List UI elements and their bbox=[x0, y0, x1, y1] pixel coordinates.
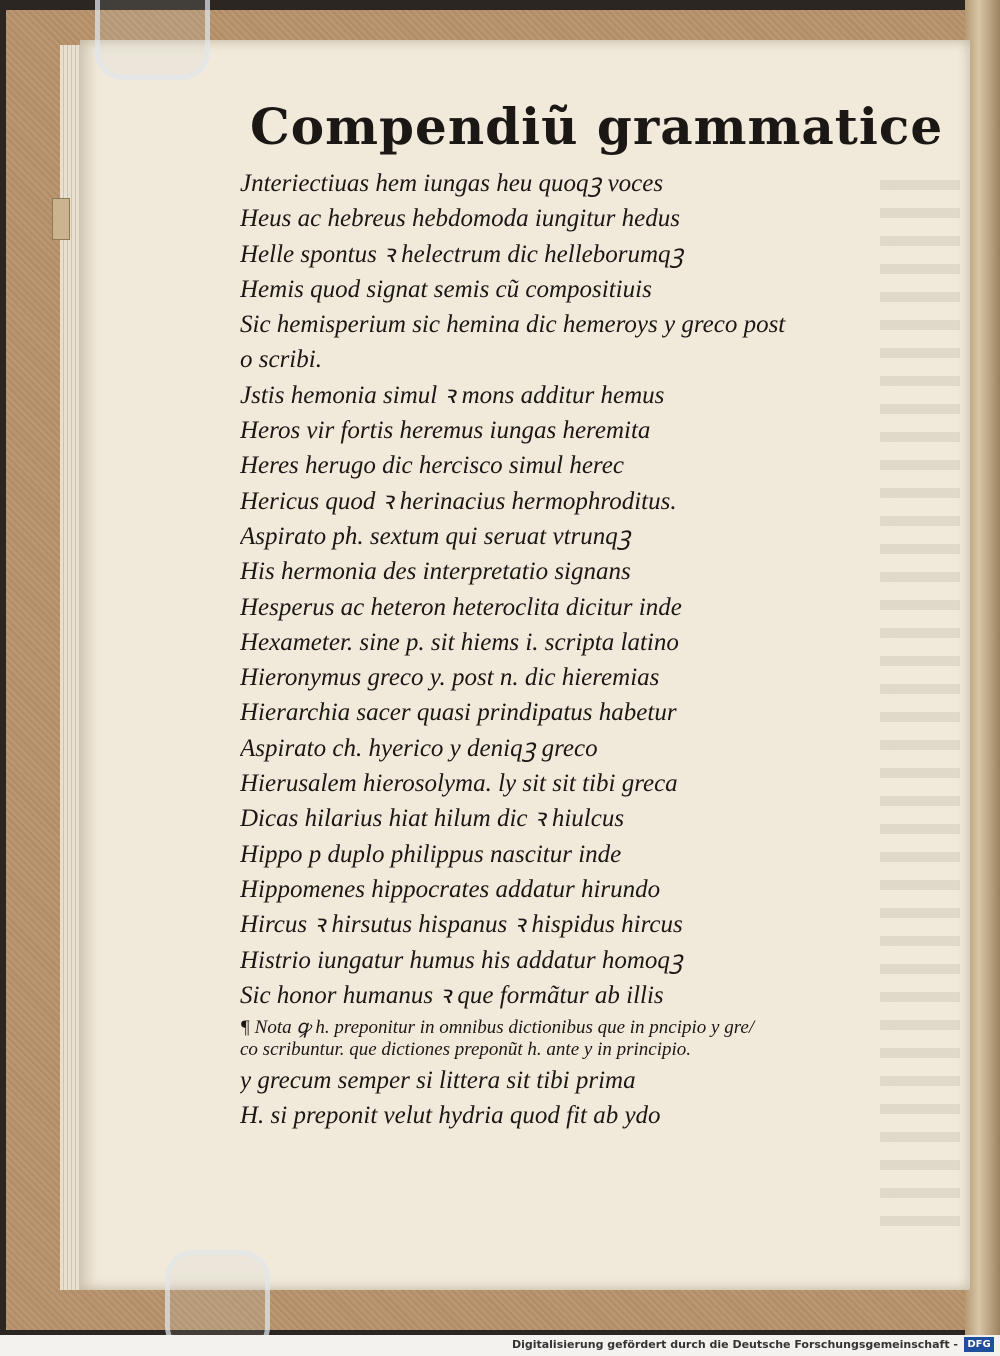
text-line: Jnteriectiuas hem iungas heu quoqꝫ voces bbox=[240, 170, 664, 197]
text-line: Jstis hemonia simul ꝛ mons additur hemus bbox=[240, 381, 665, 409]
text-line: Aspirato ch. hyerico y deniqꝫ greco bbox=[240, 734, 598, 762]
text-line: Histrio iungatur humus his addatur homoqꝫ bbox=[240, 946, 683, 974]
text-line: Aspirato ph. sextum qui seruat vtrunqꝫ bbox=[240, 522, 631, 550]
text-line: H. si preponit velut hydria quod fit ab ydo bbox=[240, 1102, 661, 1130]
text-line: Heros vir fortis heremus iungas heremita bbox=[240, 417, 651, 445]
text-line: Sic hemisperium sic hemina dic hemeroys y greco post bbox=[240, 311, 786, 339]
text-line: Hesperus ac heteron heteroclita dicitur inde bbox=[240, 593, 682, 621]
text-line: Hircus ꝛ hirsutus hispanus ꝛ hispidus hircus bbox=[240, 911, 683, 939]
page-clip bbox=[95, 0, 210, 80]
text-line: Hippomenes hippocrates addatur hirundo bbox=[240, 875, 661, 903]
dfg-logo: DFG bbox=[964, 1337, 994, 1352]
note-block bbox=[240, 1017, 880, 1061]
note-line: co scribuntur. que dictiones preponũt h. ante y in principio. bbox=[240, 1039, 692, 1061]
funding-credit: Digitalisierung gefördert durch die Deutsche Forschungsgemeinschaft - bbox=[511, 1338, 958, 1351]
footer bbox=[0, 1335, 1000, 1356]
text-line: Dicas hilarius hiat hilum dic ꝛ hiulcus bbox=[240, 805, 625, 833]
text-line: Hippo p duplo philippus nascitur inde bbox=[240, 840, 622, 868]
text-line: Hericus quod ꝛ herinacius hermophroditus. bbox=[240, 487, 677, 515]
text-line: Hierusalem hierosolyma. ly sit sit tibi greca bbox=[240, 770, 678, 798]
text-line: Helle spontus ꝛ helectrum dic helleborumqꝫ bbox=[240, 240, 684, 268]
text-line: Hemis quod signat semis cũ compositiuis bbox=[240, 275, 652, 303]
text-line: Hieronymus greco y. post n. dic hieremias bbox=[240, 664, 660, 692]
bookmark-tab bbox=[52, 198, 70, 240]
page-title: Compendiũ grammatice bbox=[250, 97, 944, 156]
page-text bbox=[240, 88, 944, 1134]
note-line: ¶ Nota ꝙ h. preponitur in omnibus dictionibus que in pncipio y gre/ bbox=[240, 1017, 755, 1039]
show-through-text bbox=[880, 180, 960, 1230]
text-line: Hierarchia sacer quasi prindipatus habetur bbox=[240, 699, 677, 727]
text-line: Sic honor humanus ꝛ que formãtur ab illis bbox=[240, 981, 664, 1009]
text-line: Heres herugo dic hercisco simul herec bbox=[240, 452, 624, 480]
text-line: His hermonia des interpretatio signans bbox=[240, 558, 631, 586]
text-line: Hexameter. sine p. sit hiems i. scripta latino bbox=[240, 628, 679, 656]
page-clip bbox=[165, 1250, 270, 1335]
text-line: Heus ac hebreus hebdomoda iungitur hedus bbox=[240, 205, 680, 233]
text-line: y grecum semper si littera sit tibi prima bbox=[240, 1067, 636, 1095]
text-line: o scribi. bbox=[240, 346, 322, 374]
book-spine bbox=[965, 0, 1000, 1335]
